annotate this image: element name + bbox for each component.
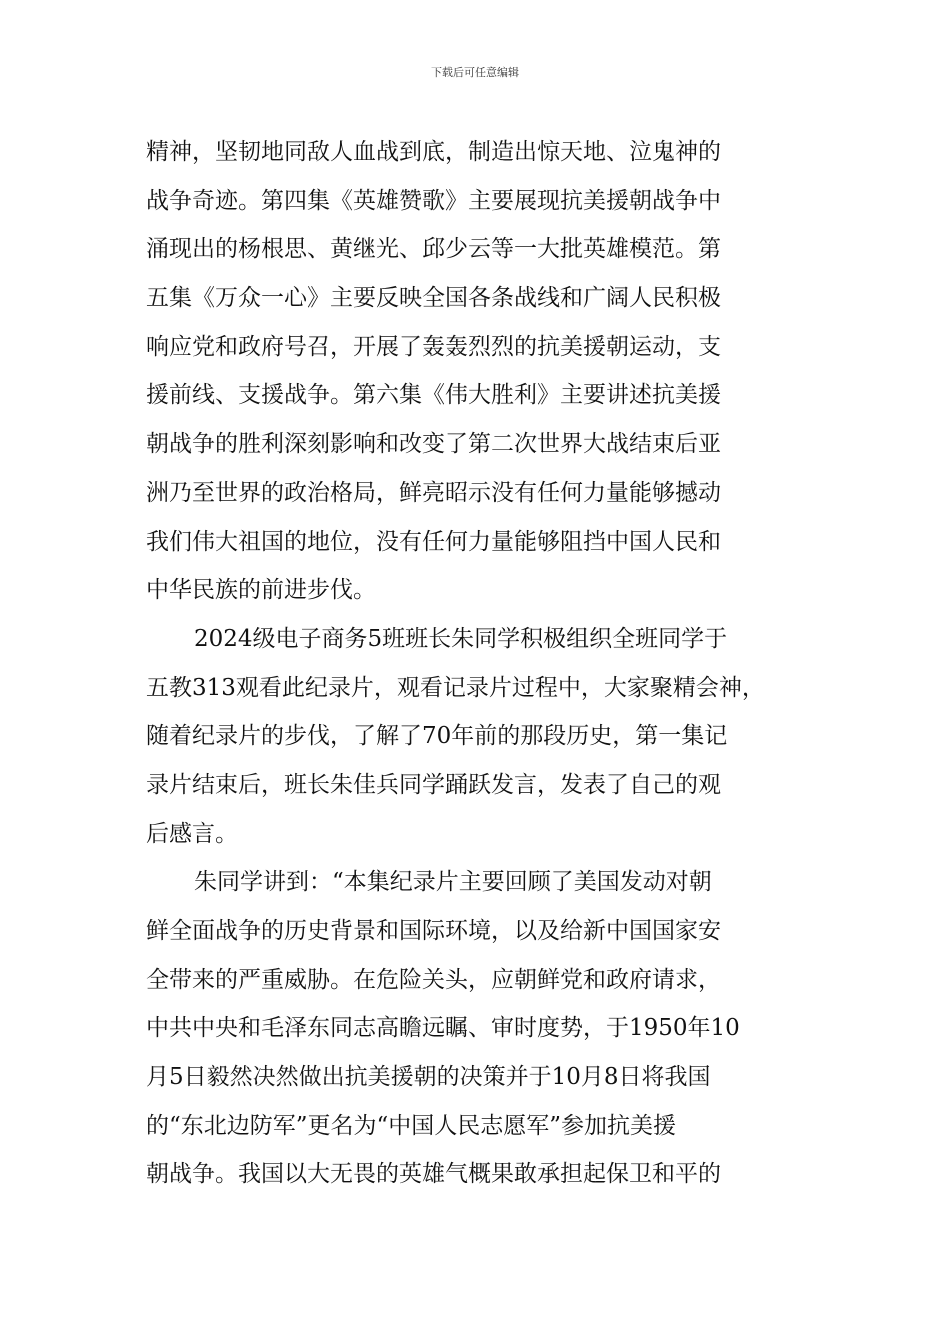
page-header: 下载后可任意编辑 <box>431 66 519 79</box>
text-line: 的“东北边防军”更名为“中国人民志愿军”参加抗美援 <box>146 1112 677 1139</box>
text-line: 随着纪录片的步伐，了解了70年前的那段历史，第一集记 <box>146 723 728 750</box>
text-line: 战争奇迹。第四集《英雄赞歌》主要展现抗美援朝战争中 <box>146 187 721 214</box>
text-line: 2024级电子商务5班班长朱同学积极组织全班同学于 <box>194 625 728 652</box>
text-line: 涌现出的杨根思、黄继光、邱少云等一大批英雄模范。第 <box>146 236 721 263</box>
text-line: 录片结束后，班长朱佳兵同学踊跃发言，发表了自己的观 <box>146 771 721 798</box>
text-line: 精神，坚韧地同敌人血战到底，制造出惊天地、泣鬼神的 <box>146 139 721 165</box>
body-text <box>146 128 810 1199</box>
text-line: 洲乃至世界的政治格局，鲜亮昭示没有任何力量能够撼动 <box>146 479 721 506</box>
text-line: 月5日毅然决然做出抗美援朝的决策并于10月8日将我国 <box>146 1064 711 1091</box>
text-line: 中共中央和毛泽东同志高瞻远瞩、审时度势，于1950年10 <box>146 1015 740 1042</box>
text-line: 后感言。 <box>146 820 238 847</box>
text-line: 响应党和政府号召，开展了轰轰烈烈的抗美援朝运动，支 <box>146 333 721 360</box>
text-line: 全带来的严重威胁。在危险关头，应朝鲜党和政府请求， <box>146 966 721 993</box>
text-line: 朱同学讲到：“本集纪录片主要回顾了美国发动对朝 <box>194 869 712 896</box>
text-line: 五集《万众一心》主要反映全国各条战线和广阔人民积极 <box>146 285 721 312</box>
text-line: 鲜全面战争的历史背景和国际环境，以及给新中国国家安 <box>146 918 721 944</box>
text-line: 五教313观看此纪录片，观看记录片过程中，大家聚精会神， <box>146 674 765 701</box>
text-line: 朝战争。我国以大无畏的英雄气概果敢承担起保卫和平的 <box>146 1161 721 1188</box>
text-line: 中华民族的前进步伐。 <box>146 577 376 604</box>
text-line: 朝战争的胜利深刻影响和改变了第二次世界大战结束后亚 <box>146 431 721 458</box>
text-line: 我们伟大祖国的地位，没有任何力量能够阻挡中国人民和 <box>146 528 721 555</box>
text-line: 援前线、支援战争。第六集《伟大胜利》主要讲述抗美援 <box>146 382 721 409</box>
